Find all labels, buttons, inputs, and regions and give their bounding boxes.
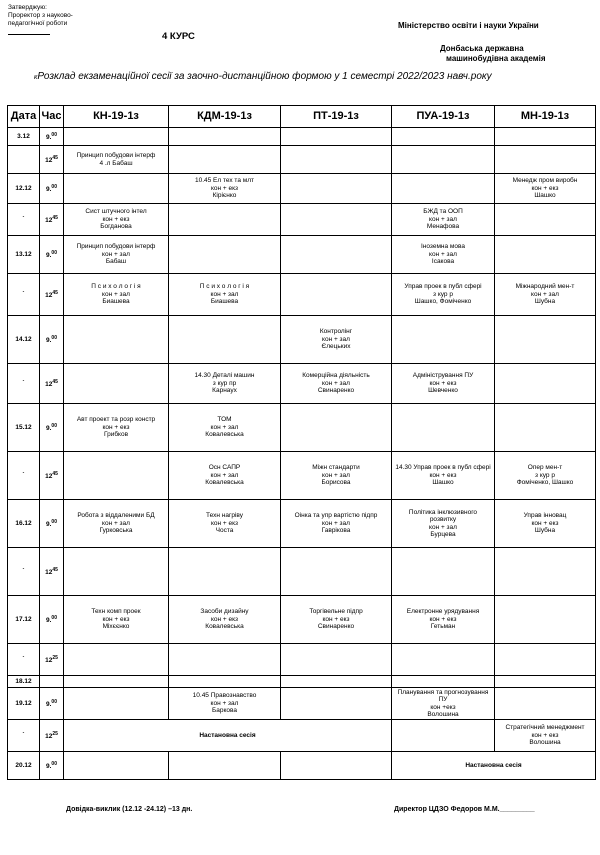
header-time: Час (40, 106, 64, 128)
schedule-cell (392, 676, 495, 688)
table-row (8, 364, 596, 404)
schedule-cell (64, 128, 169, 146)
time-minutes: 00 (51, 334, 57, 341)
table-row (8, 720, 596, 752)
time-hour: 12 (45, 380, 53, 388)
schedule-table (7, 105, 596, 780)
table-row (8, 316, 596, 364)
footer-certificate: Довідка-виклик (12.12 -24.12) –13 дн. (66, 806, 193, 813)
academy-name-line-1: Донбаська державна (440, 44, 524, 53)
time-cell (40, 128, 64, 146)
schedule-cell: Опер мен-т з кур р Фоміченко, Шашко (495, 452, 596, 500)
table-row (8, 644, 596, 676)
schedule-cell: Менедж пром виробн кон + екз Шашко (495, 174, 596, 204)
time-minutes: 00 (51, 614, 57, 621)
schedule-cell: Принцип побудови інтерф кон + зал Бабаш (64, 236, 169, 274)
schedule-cell: Комерційна діяльність кон + зал Свинаренко (281, 364, 392, 404)
schedule-cell (495, 404, 596, 452)
time-minutes: 45 (52, 566, 58, 573)
table-row (8, 548, 596, 596)
time-cell (40, 596, 64, 644)
time-cell (40, 500, 64, 548)
schedule-cell (495, 128, 596, 146)
table-row (8, 452, 596, 500)
time-minutes: 25 (52, 730, 58, 737)
time-hour: 12 (45, 656, 53, 664)
date-cell: 17.12 (8, 596, 40, 644)
date-cell: 14.12 (8, 316, 40, 364)
session-label: Настановна сесія (392, 752, 596, 780)
date-cell: 12.12 (8, 174, 40, 204)
time-hour: 9. (46, 520, 52, 528)
schedule-cell: Управ проек в публ сфері з кур р Шашко, Фоміченко (392, 274, 495, 316)
time-hour: 9. (46, 251, 52, 259)
table-row (8, 500, 596, 548)
schedule-cell (64, 644, 169, 676)
schedule-cell (64, 364, 169, 404)
schedule-cell: Торгівельне підпр кон + екз Свинаренко (281, 596, 392, 644)
date-cell: 16.12 (8, 500, 40, 548)
time-cell (40, 688, 64, 720)
schedule-cell (495, 548, 596, 596)
time-minutes: 45 (52, 289, 58, 296)
schedule-cell (281, 236, 392, 274)
time-cell (40, 404, 64, 452)
schedule-cell: Міжн стандарти кон + зал Борисова (281, 452, 392, 500)
schedule-cell (281, 404, 392, 452)
schedule-cell (64, 688, 169, 720)
schedule-cell: Засоби дизайну кон + екз Ковалевська (169, 596, 281, 644)
schedule-cell (495, 644, 596, 676)
schedule-cell (169, 644, 281, 676)
schedule-cell (169, 752, 281, 780)
schedule-cell: 10.45 Правознавство кон + зал Баркова (169, 688, 281, 720)
schedule-cell (169, 128, 281, 146)
schedule-cell (169, 676, 281, 688)
schedule-cell (495, 596, 596, 644)
schedule-cell: Сист штучного інтел кон + екз Богданова (64, 204, 169, 236)
schedule-cell (495, 236, 596, 274)
time-cell (40, 236, 64, 274)
time-cell (40, 146, 64, 174)
date-cell: ` (8, 452, 40, 500)
schedule-cell: Авт проект та розр констр кон + екз Грибков (64, 404, 169, 452)
time-hour: 12 (45, 216, 53, 224)
schedule-cell (64, 676, 169, 688)
schedule-cell: Принцип побудови інтерф 4 .л Бабаш (64, 146, 169, 174)
time-minutes: 00 (51, 760, 57, 767)
approval-block (8, 4, 118, 35)
schedule-cell (64, 174, 169, 204)
time-hour: 9. (46, 133, 52, 141)
schedule-cell: Осн САПР кон + зал Ковалевська (169, 452, 281, 500)
time-cell (40, 752, 64, 780)
time-hour: 9. (46, 424, 52, 432)
academy-name-line-2: машинобудівна академія (446, 54, 546, 63)
schedule-cell: Електронне урядування кон + екз Гетьман (392, 596, 495, 644)
date-cell: ` (8, 204, 40, 236)
table-row (8, 236, 596, 274)
header-pt: ПТ-19-1з (281, 106, 392, 128)
table-row (8, 752, 596, 780)
date-cell (8, 146, 40, 174)
time-cell (40, 644, 64, 676)
title-prefix: к (34, 74, 38, 81)
schedule-cell: П с и х о л о г і я кон + зал Биашева (169, 274, 281, 316)
footer-director: Директор ЦДЗО Федоров М.М._________ (394, 806, 535, 813)
schedule-cell: Політика інклюзивного розвитку кон + зал Бурцева (392, 500, 495, 548)
time-minutes: 00 (51, 422, 57, 429)
schedule-cell (281, 204, 392, 236)
schedule-cell (64, 752, 169, 780)
schedule-cell (169, 204, 281, 236)
table-row (8, 676, 596, 688)
schedule-cell: Робота з віддаленими БД кон + зал Гурковська (64, 500, 169, 548)
schedule-cell (495, 146, 596, 174)
time-minutes: 00 (51, 518, 57, 525)
table-row (8, 596, 596, 644)
schedule-cell: 14.30 Деталі машин з кур пр Карнаух (169, 364, 281, 404)
table-row (8, 174, 596, 204)
header-row (8, 106, 596, 128)
time-minutes: 45 (52, 154, 58, 161)
schedule-cell (495, 204, 596, 236)
table-row (8, 274, 596, 316)
schedule-cell (64, 452, 169, 500)
date-cell: ` (8, 548, 40, 596)
time-hour: 9. (46, 185, 52, 193)
schedule-cell (169, 146, 281, 174)
date-cell: 3.12 (8, 128, 40, 146)
date-cell: 18.12 (8, 676, 40, 688)
schedule-cell (392, 316, 495, 364)
schedule-cell: Техн комп проек кон + екз Міхєєнко (64, 596, 169, 644)
title-text: Розклад екзаменаційної сесії за заочно-дистанційною формою у 1 семестрі 2022/2023 навч.року (37, 71, 492, 82)
schedule-cell: БЖД та ООП кон + зал Менафова (392, 204, 495, 236)
schedule-cell: Контролінг кон + зал Єлецьких (281, 316, 392, 364)
schedule-cell: Управ інновац кон + екз Шубна (495, 500, 596, 548)
time-hour: 9. (46, 336, 52, 344)
schedule-cell: 10.45 Ел тех та млт кон + екз Кірієнко (169, 174, 281, 204)
time-cell (40, 720, 64, 752)
table-row (8, 204, 596, 236)
time-cell (40, 452, 64, 500)
schedule-cell: Оінка та упр вартістю підпр кон + зал Гаврікова (281, 500, 392, 548)
header-date: Дата (8, 106, 40, 128)
approval-line-3: педагогічної роботи (8, 20, 68, 27)
schedule-cell (64, 548, 169, 596)
time-cell (40, 316, 64, 364)
schedule-cell (392, 174, 495, 204)
date-cell: ` (8, 720, 40, 752)
time-minutes: 45 (52, 214, 58, 221)
time-minutes: 00 (51, 131, 57, 138)
date-cell: ` (8, 644, 40, 676)
schedule-cell (392, 146, 495, 174)
schedule-cell (495, 676, 596, 688)
date-cell: 15.12 (8, 404, 40, 452)
schedule-cell (281, 676, 392, 688)
schedule-cell (281, 752, 392, 780)
time-cell (40, 548, 64, 596)
schedule-cell: Стратегічний менеджмент кон + екз Волошина (495, 720, 596, 752)
time-minutes: 00 (51, 249, 57, 256)
schedule-cell (281, 274, 392, 316)
header-mn: МН-19-1з (495, 106, 596, 128)
table-row (8, 128, 596, 146)
schedule-cell: 14.30 Управ проек в публ сфері кон + екз Шашко (392, 452, 495, 500)
time-minutes: 00 (51, 698, 57, 705)
time-minutes: 25 (52, 654, 58, 661)
table-row (8, 688, 596, 720)
schedule-cell (281, 688, 392, 720)
schedule-cell: Планування та прогнозування ПУ кон +екз Волошина (392, 688, 495, 720)
schedule-cell (392, 644, 495, 676)
time-cell (40, 174, 64, 204)
header-kn: КН-19-1з (64, 106, 169, 128)
schedule-cell: ТОМ кон + зал Ковалевська (169, 404, 281, 452)
time-hour: 12 (45, 568, 53, 576)
time-hour: 12 (45, 291, 53, 299)
schedule-cell (392, 128, 495, 146)
time-hour: 9. (46, 762, 52, 770)
time-minutes: 45 (52, 470, 58, 477)
time-minutes: 00 (51, 183, 57, 190)
approval-line-2: Проректор з науково- (8, 12, 73, 19)
schedule-cell (169, 316, 281, 364)
date-cell: 13.12 (8, 236, 40, 274)
schedule-cell: Міжнародний мен-т кон + зал Шубна (495, 274, 596, 316)
schedule-cell (495, 316, 596, 364)
schedule-cell (392, 404, 495, 452)
time-cell (40, 204, 64, 236)
schedule-cell (281, 128, 392, 146)
schedule-cell: Іноземна мова кон + зал Ісакова (392, 236, 495, 274)
schedule-cell (64, 316, 169, 364)
header-pua: ПУА-19-1з (392, 106, 495, 128)
schedule-cell (281, 174, 392, 204)
time-hour: 12 (45, 472, 53, 480)
approval-line-1: Затверджую: (8, 4, 47, 11)
date-cell: ` (8, 274, 40, 316)
date-cell: ` (8, 364, 40, 404)
schedule-cell: Техн нагріву кон + екз Чоста (169, 500, 281, 548)
course-label: 4 КУРС (162, 31, 195, 42)
schedule-cell (392, 720, 495, 752)
schedule-cell (392, 548, 495, 596)
header-kdm: КДМ-19-1з (169, 106, 281, 128)
time-hour: 12 (45, 732, 53, 740)
time-minutes: 45 (52, 378, 58, 385)
time-hour: 9. (46, 616, 52, 624)
schedule-cell (169, 548, 281, 596)
date-cell: 19.12 (8, 688, 40, 720)
date-cell: 20.12 (8, 752, 40, 780)
time-cell (40, 274, 64, 316)
time-cell (40, 676, 64, 688)
table-row (8, 404, 596, 452)
session-label: Настановна сесія (64, 720, 392, 752)
schedule-cell (281, 146, 392, 174)
schedule-cell (281, 548, 392, 596)
time-cell (40, 364, 64, 404)
ministry-name: Міністерство освіти і науки України (398, 21, 539, 30)
document-title (34, 71, 492, 82)
schedule-cell: Адміністрування ПУ кон + екз Шевченко (392, 364, 495, 404)
schedule-cell (169, 236, 281, 274)
time-hour: 9. (46, 700, 52, 708)
schedule-cell: П с и х о л о г і я кон + зал Биашева (64, 274, 169, 316)
signature-line (8, 28, 50, 35)
schedule-cell (281, 644, 392, 676)
schedule-cell (495, 688, 596, 720)
table-row (8, 146, 596, 174)
time-hour: 12 (45, 156, 53, 164)
schedule-cell (495, 364, 596, 404)
